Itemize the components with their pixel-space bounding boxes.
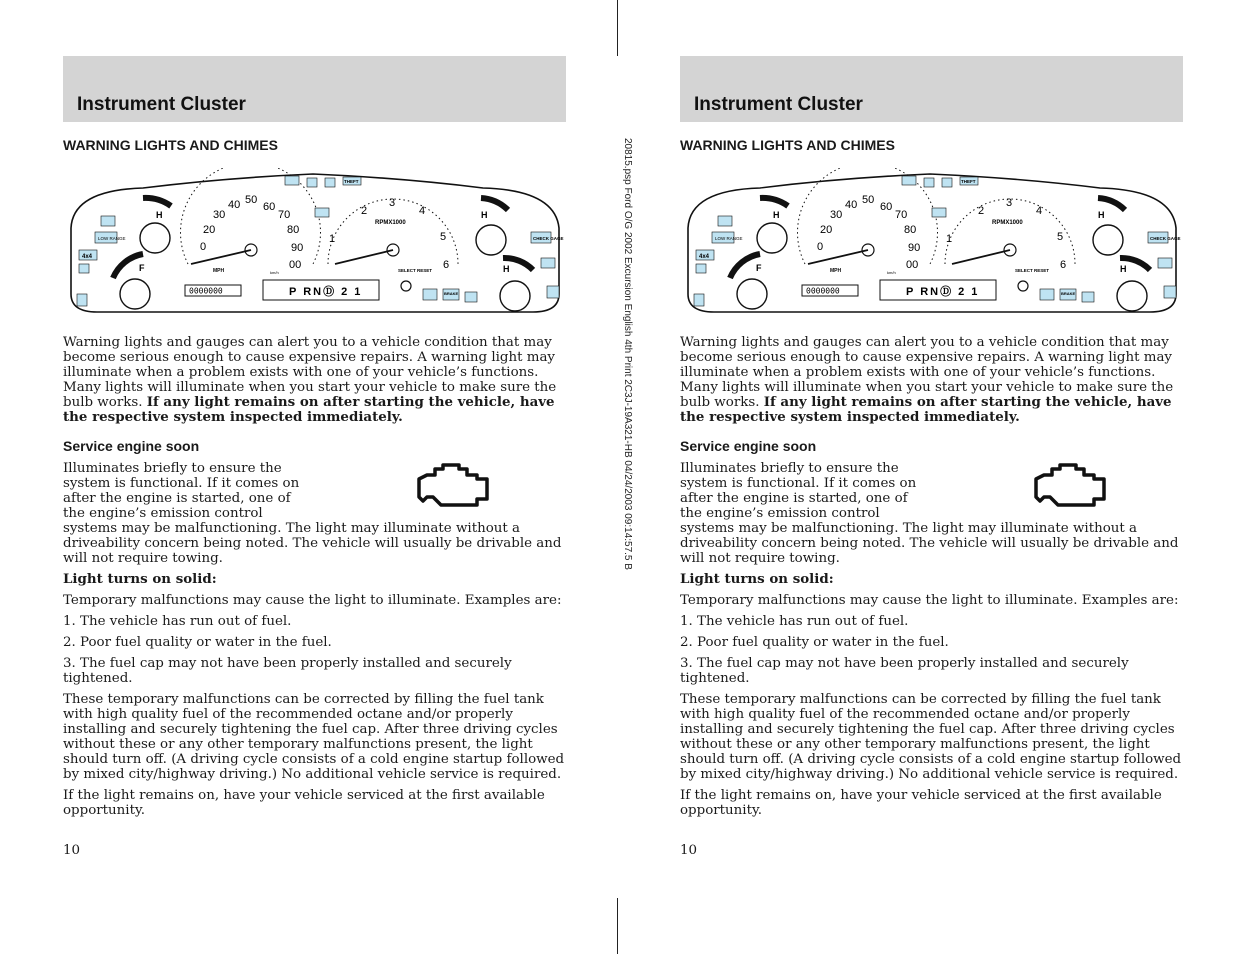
- speed-control-icon: [1082, 292, 1094, 302]
- oil-pressure-gauge: [1093, 225, 1123, 255]
- svg-text:20: 20: [203, 224, 216, 236]
- wrench-indicator-icon: [101, 216, 115, 226]
- seatbelt-icon: [694, 294, 704, 306]
- fuel-gauge: [737, 279, 767, 309]
- svg-text:2: 2: [361, 205, 368, 217]
- list-item: 1. The vehicle has run out of fuel.: [680, 614, 909, 629]
- check-engine-icon: [415, 461, 493, 511]
- svg-text:90: 90: [291, 242, 304, 254]
- svg-text:CHECK GAGE: CHECK GAGE: [1150, 236, 1181, 241]
- svg-text:6: 6: [443, 259, 450, 271]
- center-rule-top: [617, 0, 618, 56]
- remains-paragraph: If the light remains on, have your vehicle serviced at the first available opportunity.: [680, 788, 1162, 818]
- trans-h-label: H: [503, 264, 510, 274]
- temp-h-label: H: [156, 210, 163, 220]
- gear-indicator: P RNⒹ 2 1: [289, 286, 363, 298]
- list-item: 3. The fuel cap may not have been properly installed and securely tightened.: [680, 656, 1129, 686]
- svg-text:0000000: 0000000: [806, 286, 840, 296]
- svg-text:4x4: 4x4: [82, 254, 93, 260]
- float-text: Illuminates briefly to ensure the system is functional. If it comes on after the engine is started, one of the engine’s emission control: [63, 461, 300, 521]
- speed-control-icon: [465, 292, 477, 302]
- list-item: 2. Poor fuel quality or water in the fuel.: [680, 635, 949, 650]
- door-ajar-icon: [79, 264, 89, 273]
- svg-text:20: 20: [820, 224, 833, 236]
- abs-indicator: [1040, 289, 1054, 300]
- float-text: Illuminates briefly to ensure the system is functional. If it comes on after the engine is started, one of the engine’s emission control: [680, 461, 917, 521]
- section-heading: WARNING LIGHTS AND CHIMES: [680, 137, 895, 153]
- mph-label: MPH: [830, 268, 842, 274]
- gear-indicator: P RNⒹ 2 1: [906, 286, 980, 298]
- remains-paragraph: If the light remains on, have your vehicle serviced at the first available opportunity.: [63, 788, 545, 818]
- svg-text:0000000: 0000000: [189, 286, 223, 296]
- svg-text:80: 80: [287, 224, 300, 236]
- svg-text:5: 5: [1057, 231, 1064, 243]
- tachometer-needle: [335, 250, 393, 264]
- svg-text:60: 60: [880, 201, 893, 213]
- turn-left-icon: [307, 178, 317, 187]
- correction-paragraph: These temporary malfunctions can be corrected by filling the fuel tank with high quality fuel of the recommended octane and/or properly installing and securely tightening the fuel cap. After three driving cycles without these or any other temporary malfunctions present, the light should turn off. (A driving cycle consists of a cold engine startup followed by mixed city/highway driving.) No additional vehicle service is required.: [680, 692, 1182, 782]
- select-reset-label: SELECT RESET: [398, 268, 433, 273]
- svg-text:50: 50: [245, 194, 258, 206]
- body-text: [63, 461, 566, 824]
- temp-intro: Temporary malfunctions may cause the light to illuminate. Examples are:: [63, 593, 562, 608]
- svg-text:1: 1: [329, 233, 336, 245]
- print-info: 20815.psp Ford O/G 2002 Excursion English 4th Print 2C3J-19A321-HB 04/24/2003 09:14:57.5 B: [622, 138, 633, 570]
- tachometer-needle: [952, 250, 1010, 264]
- svg-text:30: 30: [830, 209, 843, 221]
- svg-text:CHECK GAGE: CHECK GAGE: [533, 236, 564, 241]
- list-item: 2. Poor fuel quality or water in the fuel.: [63, 635, 332, 650]
- high-beam-icon: [932, 208, 946, 217]
- left-page: [63, 0, 566, 954]
- temp-gauge: [140, 223, 170, 253]
- svg-text:LOW RANGE: LOW RANGE: [98, 236, 126, 241]
- turn-right-icon: [942, 178, 952, 187]
- page-title: Instrument Cluster: [694, 94, 863, 115]
- overdrive-off-icon: [902, 176, 916, 185]
- svg-text:3: 3: [389, 197, 396, 209]
- select-reset-button: [1018, 281, 1028, 291]
- charging-system-icon: [1158, 258, 1172, 268]
- center-rule-bottom: [617, 898, 618, 954]
- svg-text:80: 80: [904, 224, 917, 236]
- rpm-label: RPMX1000: [375, 220, 406, 226]
- subheading-service-engine-soon: Service engine soon: [63, 438, 200, 454]
- oil-pressure-gauge: [476, 225, 506, 255]
- svg-text:THEFT: THEFT: [344, 179, 359, 184]
- svg-text:4x4: 4x4: [699, 254, 710, 260]
- header-band: [63, 56, 566, 122]
- trans-temp-gauge: [500, 281, 530, 311]
- page-title: Instrument Cluster: [77, 94, 246, 115]
- mph-label: MPH: [213, 268, 225, 274]
- airbag-icon: [547, 286, 559, 298]
- svg-text:THEFT: THEFT: [961, 179, 976, 184]
- svg-text:5: 5: [440, 231, 447, 243]
- svg-text:1: 1: [946, 233, 953, 245]
- fuel-f-label: F: [756, 263, 762, 273]
- turn-left-icon: [924, 178, 934, 187]
- svg-text:0: 0: [200, 241, 207, 253]
- section-heading: WARNING LIGHTS AND CHIMES: [63, 137, 278, 153]
- intro-paragraph: Warning lights and gauges can alert you to a vehicle condition that may become serious enough to cause expensive repairs. A warning light may illuminate when a problem exists with one of your vehicle’s functions. Many lights will illuminate when you start your vehicle to make sure the bulb works. If any light remains on after starting the vehicle, have the respective system inspected immediately.: [680, 335, 1174, 425]
- temp-gauge: [757, 223, 787, 253]
- svg-text:6: 6: [1060, 259, 1067, 271]
- svg-text:BRAKE: BRAKE: [444, 291, 459, 296]
- svg-text:00: 00: [906, 259, 919, 271]
- svg-text:3: 3: [1006, 197, 1013, 209]
- temp-h-label: H: [773, 210, 780, 220]
- right-page: [680, 0, 1183, 954]
- svg-text:60: 60: [263, 201, 276, 213]
- correction-paragraph: These temporary malfunctions can be corrected by filling the fuel tank with high quality fuel of the recommended octane and/or properly installing and securely tightening the fuel cap. After three driving cycles without these or any other temporary malfunctions present, the light should turn off. (A driving cycle consists of a cold engine startup followed by mixed city/highway driving.) No additional vehicle service is required.: [63, 692, 565, 782]
- kmh-label: km/h: [270, 270, 279, 275]
- body-text: [680, 461, 1183, 824]
- svg-text:70: 70: [278, 209, 291, 221]
- select-reset-button: [401, 281, 411, 291]
- svg-text:4: 4: [1036, 205, 1043, 217]
- charging-system-icon: [541, 258, 555, 268]
- temp-intro: Temporary malfunctions may cause the light to illuminate. Examples are:: [680, 593, 1179, 608]
- fuel-f-label: F: [139, 263, 145, 273]
- continued-text: systems may be malfunctioning. The light may illuminate without a driveability concern being noted. The vehicle will usually be drivable and will not require towing.: [63, 521, 562, 566]
- svg-text:50: 50: [862, 194, 875, 206]
- instrument-cluster-illustration: [63, 168, 566, 316]
- airbag-icon: [1164, 286, 1176, 298]
- svg-text:BRAKE: BRAKE: [1061, 291, 1076, 296]
- intro-paragraph: Warning lights and gauges can alert you to a vehicle condition that may become serious enough to cause expensive repairs. A warning light may illuminate when a problem exists with one of your vehicle’s functions. Many lights will illuminate when you start your vehicle to make sure the bulb works. If any light remains on after starting the vehicle, have the respective system inspected immediately.: [63, 335, 557, 425]
- rpm-label: RPMX1000: [992, 220, 1023, 226]
- svg-text:70: 70: [895, 209, 908, 221]
- wrench-indicator-icon: [718, 216, 732, 226]
- seatbelt-icon: [77, 294, 87, 306]
- svg-text:30: 30: [213, 209, 226, 221]
- door-ajar-icon: [696, 264, 706, 273]
- kmh-label: km/h: [887, 270, 896, 275]
- trans-temp-gauge: [1117, 281, 1147, 311]
- high-beam-icon: [315, 208, 329, 217]
- svg-text:40: 40: [845, 199, 858, 211]
- solid-heading: Light turns on solid:: [63, 571, 217, 587]
- check-engine-icon: [1032, 461, 1110, 511]
- overdrive-off-icon: [285, 176, 299, 185]
- svg-text:4: 4: [419, 205, 426, 217]
- svg-text:LOW RANGE: LOW RANGE: [715, 236, 743, 241]
- header-band: [680, 56, 1183, 122]
- fuel-gauge: [120, 279, 150, 309]
- svg-text:00: 00: [289, 259, 302, 271]
- turn-right-icon: [325, 178, 335, 187]
- list-item: 3. The fuel cap may not have been properly installed and securely tightened.: [63, 656, 512, 686]
- list-item: 1. The vehicle has run out of fuel.: [63, 614, 292, 629]
- oil-h-label: H: [1098, 210, 1105, 220]
- page-number: 10: [680, 843, 698, 858]
- subheading-service-engine-soon: Service engine soon: [680, 438, 817, 454]
- continued-text: systems may be malfunctioning. The light may illuminate without a driveability concern being noted. The vehicle will usually be drivable and will not require towing.: [680, 521, 1179, 566]
- page-number: 10: [63, 843, 81, 858]
- oil-h-label: H: [481, 210, 488, 220]
- svg-text:2: 2: [978, 205, 985, 217]
- svg-text:0: 0: [817, 241, 824, 253]
- abs-indicator: [423, 289, 437, 300]
- solid-heading: Light turns on solid:: [680, 571, 834, 587]
- select-reset-label: SELECT RESET: [1015, 268, 1050, 273]
- svg-text:90: 90: [908, 242, 921, 254]
- svg-text:40: 40: [228, 199, 241, 211]
- instrument-cluster-illustration: [680, 168, 1183, 316]
- trans-h-label: H: [1120, 264, 1127, 274]
